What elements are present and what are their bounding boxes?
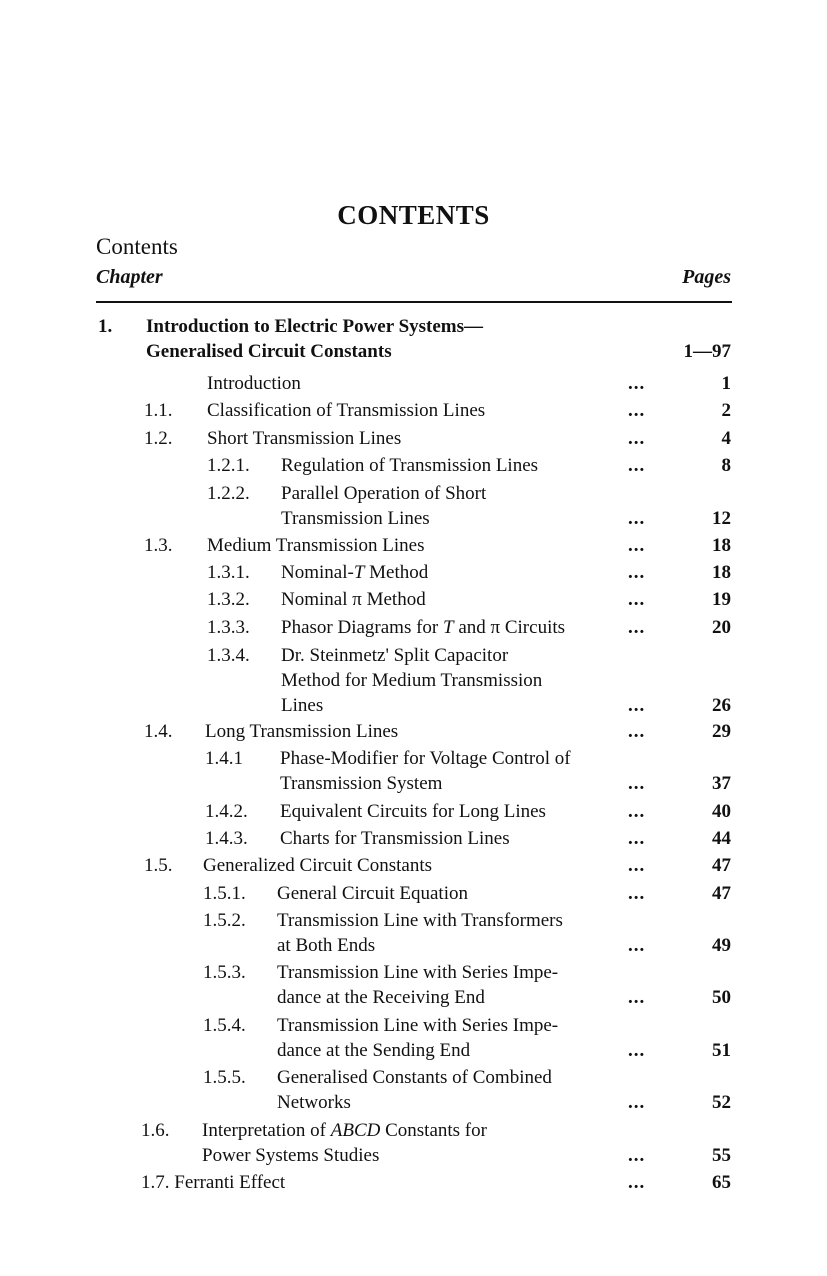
toc-entry-number: 1.1. [144, 400, 173, 421]
toc-entry-title-line: Equivalent Circuits for Long Lines [280, 801, 546, 822]
toc-entry-number: 1.5.4. [203, 1015, 246, 1036]
toc-entry [0, 453, 827, 478]
toc-entry [0, 1013, 827, 1063]
chapter-number: 1. [98, 316, 113, 337]
toc-entry-number: 1.2.1. [207, 455, 250, 476]
toc-entry-page: 12 [712, 508, 731, 529]
leader-dots: ... [628, 455, 646, 476]
leader-dots: ... [628, 801, 646, 822]
toc-entry-page: 29 [712, 721, 731, 742]
toc-entry [0, 719, 827, 744]
leader-dots: ... [628, 773, 646, 794]
header-rule [96, 301, 732, 303]
toc-entry [0, 560, 827, 585]
toc-entry-page: 26 [712, 695, 731, 716]
leader-dots: ... [628, 617, 646, 638]
toc-entry-title-line: dance at the Sending End [277, 1040, 471, 1061]
toc-entry-number: 1.4. [144, 721, 173, 742]
toc-entry [0, 481, 827, 531]
toc-entry [0, 799, 827, 824]
toc-entry-page: 1 [721, 373, 731, 394]
toc-entry [0, 1170, 827, 1195]
toc-entry-title-line: Lines [281, 695, 324, 716]
page-title: CONTENTS [337, 200, 490, 230]
toc-entry-title-line: Transmission Line with Series Impe- [277, 1015, 559, 1036]
toc-entry-number: 1.3.1. [207, 562, 250, 583]
leader-dots: ... [628, 400, 646, 421]
toc-entry-page: 2 [721, 400, 731, 421]
toc-entry-number: 1.5.2. [203, 910, 246, 931]
toc-entry-title-line: Introduction [207, 373, 301, 394]
toc-entry-number: 1.4.3. [205, 828, 248, 849]
toc-entry-title-line: Regulation of Transmission Lines [281, 455, 539, 476]
toc-entry [0, 587, 827, 612]
toc-entry-number: 1.3.4. [207, 645, 250, 666]
toc-entry-page: 65 [712, 1172, 731, 1193]
leader-dots: ... [628, 721, 646, 742]
toc-entry-number: 1.6. [141, 1120, 170, 1141]
toc-entry-title-line: Transmission Line with Series Impe- [277, 962, 559, 983]
chapter-title-line-2: Generalised Circuit Constants [146, 341, 392, 362]
leader-dots: ... [628, 828, 646, 849]
toc-entry-number: 1.3.3. [207, 617, 250, 638]
toc-entry [0, 826, 827, 851]
toc-entry-title-line: Nominal π Method [281, 589, 426, 610]
leader-dots: ... [628, 987, 646, 1008]
toc-entry-number: 1.3.2. [207, 589, 250, 610]
toc-entry-number: 1.2.2. [207, 483, 250, 504]
toc-entry-number: 1.5.3. [203, 962, 246, 983]
toc-entry-title-line: Interpretation of ABCD Constants for [202, 1120, 487, 1141]
toc-entry [0, 853, 827, 878]
toc-entry-number: 1.2. [144, 428, 173, 449]
toc-entry-page: 37 [712, 773, 731, 794]
toc-entry-title-line: Charts for Transmission Lines [280, 828, 510, 849]
leader-dots: ... [628, 855, 646, 876]
toc-entry-page: 47 [712, 883, 731, 904]
toc-entry-number: 1.7. Ferranti Effect [141, 1172, 286, 1193]
toc-entry [0, 371, 827, 396]
pages-column-header: Pages [682, 266, 731, 288]
toc-entry-title-line: Generalized Circuit Constants [203, 855, 432, 876]
toc-entry [0, 643, 827, 718]
toc-entry-title-line: Transmission System [280, 773, 443, 794]
toc-entry [0, 398, 827, 423]
toc-entry-number: 1.5.1. [203, 883, 246, 904]
toc-entry-page: 20 [712, 617, 731, 638]
toc-entry-title-line: Phase-Modifier for Voltage Control of [280, 748, 571, 769]
toc-entry-title-line: Phasor Diagrams for T and π Circuits [281, 617, 566, 638]
leader-dots: ... [628, 1145, 646, 1166]
toc-entry-page: 4 [721, 428, 731, 449]
toc-entry-title-line: Medium Transmission Lines [207, 535, 425, 556]
toc-entry-page: 49 [712, 935, 731, 956]
toc-entry-number: 1.3. [144, 535, 173, 556]
toc-entry [0, 908, 827, 958]
toc-entry-page: 47 [712, 855, 731, 876]
toc-entry-page: 8 [721, 455, 731, 476]
toc-entry-title-line: Nominal-T Method [281, 562, 429, 583]
leader-dots: ... [628, 373, 646, 394]
leader-dots: ... [628, 589, 646, 610]
toc-entry-title-line: Transmission Lines [281, 508, 430, 529]
toc-entry-title-line: Parallel Operation of Short [281, 483, 487, 504]
toc-entry-title-line: Transmission Line with Transformers [277, 910, 563, 931]
contents-label: Contents [96, 234, 178, 259]
toc-entry-number: 1.4.1 [205, 748, 243, 769]
toc-entry-title-line: General Circuit Equation [277, 883, 468, 904]
toc-entry-title-line: Generalised Constants of Combined [277, 1067, 552, 1088]
toc-entry-page: 50 [712, 987, 731, 1008]
toc-entry-title-line: Power Systems Studies [202, 1145, 380, 1166]
chapter-title-line-1: Introduction to Electric Power Systems— [146, 316, 484, 337]
leader-dots: ... [628, 535, 646, 556]
leader-dots: ... [628, 695, 646, 716]
toc-entry-number: 1.5. [144, 855, 173, 876]
toc-entry [0, 1065, 827, 1115]
toc-entry-page: 55 [712, 1145, 731, 1166]
toc-entry-page: 18 [712, 535, 731, 556]
toc-entry-page: 51 [712, 1040, 731, 1061]
chapter-pages: 1—97 [683, 341, 731, 362]
toc-entry [0, 426, 827, 451]
toc-entry-title-line: Long Transmission Lines [205, 721, 399, 742]
toc-entry [0, 960, 827, 1010]
toc-entry-title-line: at Both Ends [277, 935, 376, 956]
leader-dots: ... [628, 508, 646, 529]
toc-entry-page: 44 [712, 828, 731, 849]
leader-dots: ... [628, 428, 646, 449]
toc-entry-page: 40 [712, 801, 731, 822]
leader-dots: ... [628, 1040, 646, 1061]
chapter-column-header: Chapter [96, 266, 163, 288]
toc-entry-number: 1.5.5. [203, 1067, 246, 1088]
toc-entry-number: 1.4.2. [205, 801, 248, 822]
leader-dots: ... [628, 562, 646, 583]
toc-entry [0, 615, 827, 640]
leader-dots: ... [628, 1092, 646, 1113]
toc-entry [0, 533, 827, 558]
leader-dots: ... [628, 1172, 646, 1193]
toc-entry [0, 1118, 827, 1168]
toc-entry-page: 18 [712, 562, 731, 583]
leader-dots: ... [628, 883, 646, 904]
toc-entry-title-line: dance at the Receiving End [277, 987, 485, 1008]
toc-entry-page: 52 [712, 1092, 731, 1113]
toc-entry-page: 19 [712, 589, 731, 610]
toc-entry-title-line: Short Transmission Lines [207, 428, 402, 449]
toc-entry [0, 746, 827, 796]
toc-entry-title-line: Networks [277, 1092, 351, 1113]
toc-entry [0, 881, 827, 906]
toc-entry-title-line: Method for Medium Transmission [281, 670, 543, 691]
leader-dots: ... [628, 935, 646, 956]
toc-entry-title-line: Dr. Steinmetz' Split Capacitor [281, 645, 509, 666]
toc-entry-title-line: Classification of Transmission Lines [207, 400, 486, 421]
